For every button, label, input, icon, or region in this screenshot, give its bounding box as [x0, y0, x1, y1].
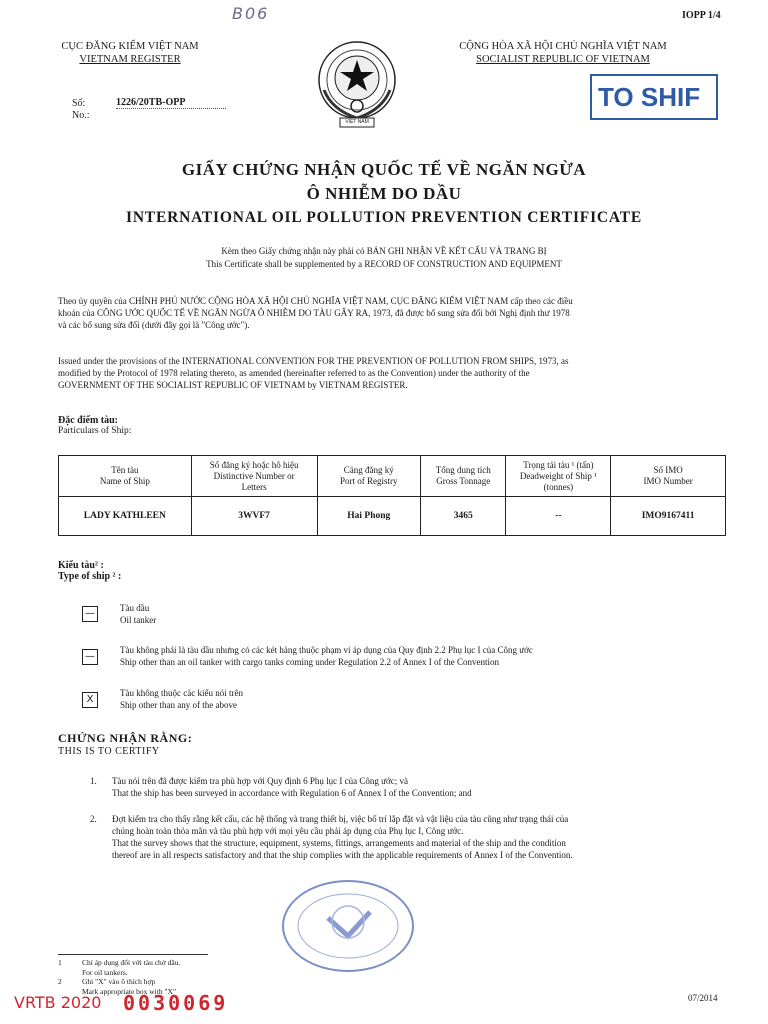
- issuer-name-vi: CỤC ĐĂNG KIỂM VIỆT NAM: [61, 41, 199, 52]
- option-text-vi: Tàu không thuộc các kiểu nói trên: [120, 688, 243, 698]
- header-distinctive-number: [191, 456, 317, 497]
- option-other-with-cargo-tanks: [120, 644, 720, 668]
- checkbox-other-ship[interactable]: X: [82, 692, 98, 708]
- header-port-of-registry: [317, 456, 420, 497]
- option-other-ship: [120, 687, 243, 711]
- number-label-vi: Số:: [72, 98, 86, 109]
- cell-deadweight: --: [506, 497, 611, 536]
- table-header-row: [59, 456, 726, 497]
- authority-en-2: modified by the Protocol of 1978 relating thereto, as amended (hereinafter referred to as the Convention) under the authority of the: [58, 368, 530, 378]
- issuer-name-en: VIETNAM REGISTER: [79, 54, 181, 65]
- header-text-en2: (tonnes): [543, 481, 574, 492]
- footnote-number: 2: [58, 977, 62, 986]
- header-deadweight: [506, 456, 611, 497]
- option-text-en: Ship other than any of the above: [120, 700, 237, 710]
- official-seal: [282, 880, 414, 972]
- number-label-en: No.:: [72, 110, 90, 121]
- certify-heading: [58, 731, 192, 757]
- authority-vi-2: khoản của CÔNG ƯỚC QUỐC TẾ VỀ NGĂN NGỪA Ô NHIỄM DO TÀU GÂY RA, 1973, đã được bổ sung sửa đổi bởi Nghị định thư 1978: [58, 308, 570, 318]
- certify-item-1-en: That the ship has been surveyed in accordance with Regulation 6 of Annex I of the Convention; and: [112, 788, 472, 798]
- header-text-vi: Cảng đăng ký: [343, 465, 394, 475]
- header-text-en: Name of Ship: [99, 476, 150, 486]
- certify-item-1: [112, 775, 722, 799]
- authority-en-3: GOVERNMENT OF THE SOCIALIST REPUBLIC OF VIETNAM by VIETNAM REGISTER.: [58, 380, 408, 390]
- authority-vi-3: và các bổ sung sửa đổi (dưới đây gọi là "Công ước").: [58, 320, 250, 330]
- header-gross-tonnage: [420, 456, 506, 497]
- seal-icon: [284, 882, 412, 970]
- supplement-vi: Kèm theo Giấy chứng nhận này phải có BẢN GHI NHẬN VỀ KẾT CẤU VÀ TRANG BỊ: [221, 246, 547, 256]
- serial-prefix: VRTB 2020: [14, 993, 102, 1012]
- header-text-vi: Số IMO: [653, 465, 683, 475]
- emblem-banner-text: VIỆT NAM: [345, 119, 369, 125]
- national-emblem: [312, 38, 402, 134]
- authority-vi-1: Theo ủy quyền của CHÍNH PHỦ NƯỚC CỘNG HÒA XÃ HỘI CHỦ NGHĨA VIỆT NAM, CỤC ĐĂNG KIỂM VIỆT NAM cấp theo các điều: [58, 296, 573, 306]
- type-label-en: Type of ship ² :: [58, 571, 122, 582]
- header-ship-name: [59, 456, 192, 497]
- republic-name-vi: CỘNG HÒA XÃ HỘI CHỦ NGHĨA VIỆT NAM: [459, 41, 667, 52]
- handwritten-annotation: B06: [232, 4, 270, 23]
- option-text-vi: Tàu không phải là tàu dầu nhưng có các két hàng thuộc phạm vi áp dụng của Quy định 2.2 Phụ lục I của Công ước: [120, 645, 533, 655]
- header-text-vi: Tên tàu: [111, 465, 139, 475]
- header-text-en: Deadweight of Ship ¹: [519, 470, 597, 481]
- header-text-en: IMO Number: [643, 476, 693, 486]
- certify-item-2: [112, 813, 732, 861]
- header-text-en2: Letters: [241, 481, 267, 492]
- certify-item-2-en-2: thereof are in all respects satisfactory and that the ship complies with the applicable requirements of Annex I of the Convention.: [112, 850, 573, 860]
- footnote-divider: [58, 954, 208, 955]
- footnote-text-en: Mark appropriate box with "X": [82, 986, 177, 996]
- header-imo-number: [611, 456, 726, 497]
- cell-port-of-registry: Hai Phong: [317, 497, 420, 536]
- option-text-en: Oil tanker: [120, 615, 157, 625]
- option-text-vi: Tàu dầu: [120, 603, 150, 613]
- header-text-en: Distinctive Number or: [213, 470, 295, 481]
- certify-item-number: 2.: [90, 814, 97, 824]
- title-vi-line1: GIẤY CHỨNG NHẬN QUỐC TẾ VỀ NGĂN NGỪA: [181, 160, 587, 179]
- certify-heading-vi: CHỨNG NHẬN RẰNG:: [58, 731, 193, 745]
- footnote-item: [58, 958, 180, 968]
- type-of-ship-label: [58, 560, 121, 582]
- certify-item-2-en-1: That the survey shows that the structure, equipment, systems, fittings, arrangements and material of the ship and the condition: [112, 838, 566, 848]
- cert-number-label: [72, 98, 90, 122]
- authority-vi: [58, 295, 728, 331]
- to-ship-stamp: TO SHIF: [590, 74, 718, 120]
- issuer-header: [40, 40, 220, 66]
- cell-distinctive-number: 3WVF7: [191, 497, 317, 536]
- serial-number: 0030069: [123, 991, 229, 1015]
- cell-gross-tonnage: 3465: [420, 497, 506, 536]
- checkbox-oil-tanker[interactable]: —: [82, 606, 98, 622]
- type-label-vi: Kiểu tàu² :: [58, 560, 104, 571]
- edition-date: 07/2014: [688, 993, 718, 1003]
- republic-name-en: SOCIALIST REPUBLIC OF VIETNAM: [476, 54, 650, 65]
- footnote-text-vi: Ghi "X" vào ô thích hợp: [82, 977, 156, 986]
- certify-item-1-vi: Tàu nói trên đã được kiểm tra phù hợp với Quy định 6 Phụ lục I của Công ước; và: [112, 776, 408, 786]
- authority-en: [58, 355, 728, 391]
- particulars-label: [58, 415, 131, 436]
- form-code: IOPP 1/4: [682, 10, 721, 21]
- header-text-vi: Tổng dung tích: [435, 465, 491, 475]
- cert-number-value: 1226/20TB-OPP: [116, 97, 226, 109]
- footnote-text-vi: Chỉ áp dụng đối với tàu chở dầu.: [82, 958, 181, 967]
- table-row: [59, 497, 726, 536]
- authority-en-1: Issued under the provisions of the INTERNATIONAL CONVENTION FOR THE PREVENTION OF POLLUTION FROM SHIPS, 1973, as: [58, 356, 569, 366]
- header-text-en: Gross Tonnage: [436, 476, 491, 486]
- certify-item-2-vi-1: Đợt kiểm tra cho thấy rằng kết cấu, các hệ thống và trang thiết bị, việc bố trí lắp đặt và vật liệu của tàu cũng như trạng thái của: [112, 814, 569, 824]
- certify-heading-en: THIS IS TO CERTIFY: [58, 746, 160, 757]
- title-en: INTERNATIONAL OIL POLLUTION PREVENTION CERTIFICATE: [125, 209, 643, 226]
- cell-ship-name: LADY KATHLEEN: [59, 497, 192, 536]
- cell-imo-number: IMO9167411: [611, 497, 726, 536]
- particulars-table: [58, 455, 726, 536]
- certify-item-2-vi-2: chúng hoàn toàn thỏa mãn và tàu phù hợp với mọi yêu cầu phải áp dụng của Phụ lục I, Công ước.: [112, 826, 464, 836]
- supplement-en: This Certificate shall be supplemented by a RECORD OF CONSTRUCTION AND EQUIPMENT: [206, 259, 562, 269]
- footnote-number: 1: [58, 958, 62, 967]
- header-text-en: Port of Registry: [340, 476, 398, 486]
- option-text-en: Ship other than an oil tanker with cargo tanks coming under Regulation 2.2 of Annex I of the Convention: [120, 657, 500, 667]
- republic-header: [438, 40, 688, 66]
- checkbox-other-with-cargo-tanks[interactable]: —: [82, 649, 98, 665]
- certify-item-number: 1.: [90, 776, 97, 786]
- title-vi-line2: Ô NHIỄM DO DẦU: [306, 184, 462, 203]
- footnote-text-en: For oil tankers.: [82, 967, 128, 977]
- particulars-label-vi: Đặc điểm tàu:: [58, 415, 118, 426]
- footnote-item: [58, 977, 180, 987]
- header-text-vi: Số đăng ký hoặc hô hiệu: [209, 459, 299, 470]
- option-oil-tanker: [120, 602, 156, 626]
- header-text-vi: Trọng tải tàu ¹ (tấn): [523, 459, 594, 470]
- particulars-label-en: Particulars of Ship:: [58, 426, 132, 436]
